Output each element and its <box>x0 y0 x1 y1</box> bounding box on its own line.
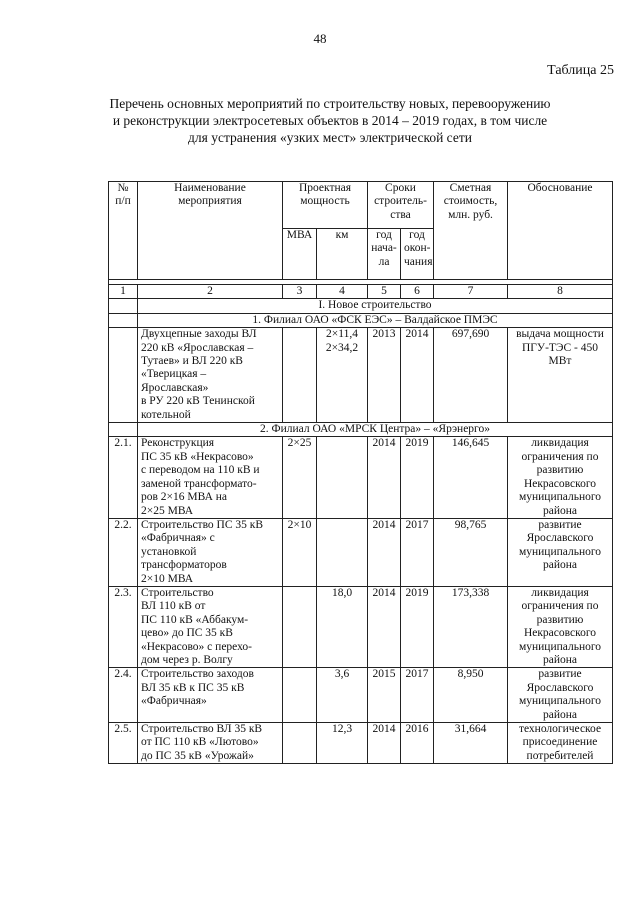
row-cost: 31,664 <box>434 723 508 764</box>
row-cost: 697,690 <box>434 328 508 423</box>
measure-name-line: от ПС 110 кВ «Лютово» <box>141 736 259 749</box>
measure-name-line: Реконструкция <box>141 437 215 450</box>
measure-name-line: до ПС 35 кВ «Урожай» <box>141 749 254 762</box>
column-numbers-row <box>109 285 613 299</box>
measure-name <box>138 518 283 586</box>
row-basis-line: Некрасовского <box>523 627 597 640</box>
column-number: 5 <box>368 285 401 299</box>
measure-name <box>138 586 283 667</box>
row-end-year: 2017 <box>401 668 434 723</box>
row-cost: 173,338 <box>434 586 508 667</box>
measure-name-line: Строительство <box>141 586 214 599</box>
table-row <box>109 518 613 586</box>
row-end-year: 2019 <box>401 437 434 518</box>
measure-name-line: 2×10 МВА <box>141 572 194 585</box>
measure-name-line: котельной <box>141 408 191 421</box>
measure-name-line: Строительство ВЛ 35 кВ <box>141 723 263 735</box>
row-km-line: 3,6 <box>334 668 350 681</box>
row-basis-line: ограничения по <box>521 450 599 463</box>
row-basis-line: муниципального <box>518 640 602 653</box>
measure-name-line: дом через р. Волгу <box>141 653 233 666</box>
row-basis <box>508 518 613 586</box>
row-basis-line: развитию <box>536 613 584 626</box>
row-km <box>317 518 368 586</box>
table-row <box>109 586 613 667</box>
row-basis-line: выдача мощности <box>516 328 604 341</box>
row-basis-line: ограничения по <box>521 600 599 613</box>
measure-name-line: «Тверицкая – <box>141 368 207 381</box>
title-line: и реконструкции электросетевых объектов в 2014 – 2019 годах, в том числе <box>112 113 548 128</box>
row-start-year: 2015 <box>368 668 401 723</box>
row-basis-line: МВт <box>548 355 572 368</box>
branch-title: 2. Филиал ОАО «МРСК Центра» – «Ярэнерго» <box>138 423 613 437</box>
measure-name-line: ПС 110 кВ «Аббакум- <box>141 613 249 626</box>
measure-name-line: в РУ 220 кВ Тенинской <box>141 395 255 408</box>
header-mva: МВА <box>283 229 317 280</box>
table-row <box>109 723 613 764</box>
row-start-year: 2014 <box>368 723 401 764</box>
row-basis-line: ликвидация <box>531 586 589 599</box>
measures-table <box>108 181 613 764</box>
measure-name-line: «Фабричная» с <box>141 532 215 545</box>
row-basis-line: развитие <box>538 518 582 531</box>
section-row <box>109 299 613 313</box>
row-basis-line: района <box>542 708 578 721</box>
row-km-line: 12,3 <box>331 723 353 735</box>
row-basis-line: ликвидация <box>531 437 589 450</box>
measure-name-line: Строительство заходов <box>141 668 254 681</box>
row-basis <box>508 586 613 667</box>
row-km <box>317 437 368 518</box>
row-start-year: 2014 <box>368 586 401 667</box>
measure-name-line: ВЛ 110 кВ от <box>141 600 206 613</box>
row-basis-line: Ярославского <box>526 532 594 545</box>
row-mva: 2×10 <box>283 518 317 586</box>
measure-name-line: ВЛ 35 кВ к ПС 35 кВ <box>141 681 245 694</box>
header-capacity: Проектная мощность <box>283 182 368 229</box>
row-cost: 146,645 <box>434 437 508 518</box>
branch-row <box>109 423 613 437</box>
row-start-year: 2014 <box>368 437 401 518</box>
row-num: 2.5. <box>109 723 138 764</box>
row-km <box>317 723 368 764</box>
header-name: Наименование мероприятия <box>138 182 283 280</box>
branch-title: 1. Филиал ОАО «ФСК ЕЭС» – Валдайское ПМЭС <box>138 313 613 327</box>
row-mva: 2×25 <box>283 437 317 518</box>
row-num: 2.2. <box>109 518 138 586</box>
column-number: 2 <box>138 285 283 299</box>
branch-row <box>109 313 613 327</box>
header-basis: Обоснование <box>508 182 613 280</box>
row-basis-line: района <box>542 559 578 572</box>
header-start: год нача- ла <box>368 229 401 280</box>
row-basis-line: Некрасовского <box>523 477 597 490</box>
table-row <box>109 437 613 518</box>
row-basis-line: присоединение <box>522 736 598 749</box>
row-basis <box>508 328 613 423</box>
row-mva <box>283 586 317 667</box>
measure-name-line: установкой <box>141 545 197 558</box>
row-basis <box>508 668 613 723</box>
document-title <box>80 95 580 146</box>
row-basis-line: развитию <box>536 464 584 477</box>
table-row <box>109 668 613 723</box>
column-number: 1 <box>109 285 138 299</box>
row-num: 2.4. <box>109 668 138 723</box>
row-km-line: 2×34,2 <box>325 341 359 354</box>
header-num: № п/п <box>109 182 138 280</box>
row-basis-line: муниципального <box>518 695 602 708</box>
column-number: 6 <box>401 285 434 299</box>
measure-name-line: с переводом на 110 кВ и <box>141 464 260 477</box>
row-basis-line: потребителей <box>526 749 594 762</box>
row-num <box>109 328 138 423</box>
row-basis <box>508 723 613 764</box>
row-mva <box>283 723 317 764</box>
row-km <box>317 586 368 667</box>
measure-name <box>138 668 283 723</box>
branch-num-cell <box>109 313 138 327</box>
row-num: 2.1. <box>109 437 138 518</box>
title-line: Перечень основных мероприятий по строительству новых, перевооружению <box>109 96 551 111</box>
row-num: 2.3. <box>109 586 138 667</box>
measure-name-line: «Фабричная» <box>141 695 207 708</box>
row-km-line: 18,0 <box>331 586 353 599</box>
row-cost: 98,765 <box>434 518 508 586</box>
row-mva <box>283 668 317 723</box>
row-end-year: 2019 <box>401 586 434 667</box>
column-number: 4 <box>317 285 368 299</box>
row-basis-line: района <box>542 653 578 666</box>
row-basis-line: муниципального <box>518 545 602 558</box>
column-number: 8 <box>508 285 613 299</box>
measure-name-line: цево» до ПС 35 кВ <box>141 627 233 640</box>
measure-name-line: Тутаев» и ВЛ 220 кВ <box>141 355 243 368</box>
row-mva <box>283 328 317 423</box>
measure-name <box>138 328 283 423</box>
table-header <box>109 182 613 280</box>
branch-num-cell <box>109 423 138 437</box>
measure-name-line: заменой трансформато- <box>141 477 257 490</box>
table-row <box>109 328 613 423</box>
table-label: Таблица 25 <box>547 63 614 78</box>
row-end-year: 2016 <box>401 723 434 764</box>
header-end: год окон- чания <box>401 229 434 280</box>
row-start-year: 2014 <box>368 518 401 586</box>
row-basis <box>508 437 613 518</box>
header-period: Сроки строитель- ства <box>368 182 434 229</box>
row-basis-line: развитие <box>538 668 582 681</box>
title-line: для устранения «узких мест» электрической сети <box>188 130 472 145</box>
measure-name-line: 2×25 МВА <box>141 504 194 517</box>
row-end-year: 2014 <box>401 328 434 423</box>
measure-name-line: «Некрасово» с перехо- <box>141 640 253 653</box>
row-cost: 8,950 <box>434 668 508 723</box>
row-km-line: 2×11,4 <box>326 328 358 341</box>
row-km <box>317 328 368 423</box>
row-basis-line: района <box>542 504 578 517</box>
measure-name <box>138 437 283 518</box>
row-start-year: 2013 <box>368 328 401 423</box>
measure-name-line: ПС 35 кВ «Некрасово» <box>141 450 254 463</box>
row-basis-line: муниципального <box>518 491 602 504</box>
row-end-year: 2017 <box>401 518 434 586</box>
table-body <box>109 280 613 764</box>
measure-name <box>138 723 283 764</box>
column-number: 3 <box>283 285 317 299</box>
row-km <box>317 668 368 723</box>
row-basis-line: Ярославского <box>526 681 594 694</box>
section-title: I. Новое строительство <box>138 299 613 313</box>
page-number: 48 <box>313 31 327 46</box>
header-km: км <box>317 229 368 280</box>
measure-name-line: трансформаторов <box>141 559 227 572</box>
measure-name-line: 220 кВ «Ярославская – <box>141 341 254 354</box>
measure-name-line: Ярославская» <box>141 381 209 394</box>
measure-name-line: ров 2×16 МВА на <box>141 491 228 504</box>
row-basis-line: технологическое <box>518 723 602 735</box>
column-number: 7 <box>434 285 508 299</box>
row-basis-line: ПГУ-ТЭС - 450 <box>521 341 599 354</box>
measure-name-line: Двухцепные заходы ВЛ <box>141 328 257 341</box>
measure-name-line: Строительство ПС 35 кВ <box>141 518 264 531</box>
header-cost: Сметная стоимость, млн. руб. <box>434 182 508 280</box>
